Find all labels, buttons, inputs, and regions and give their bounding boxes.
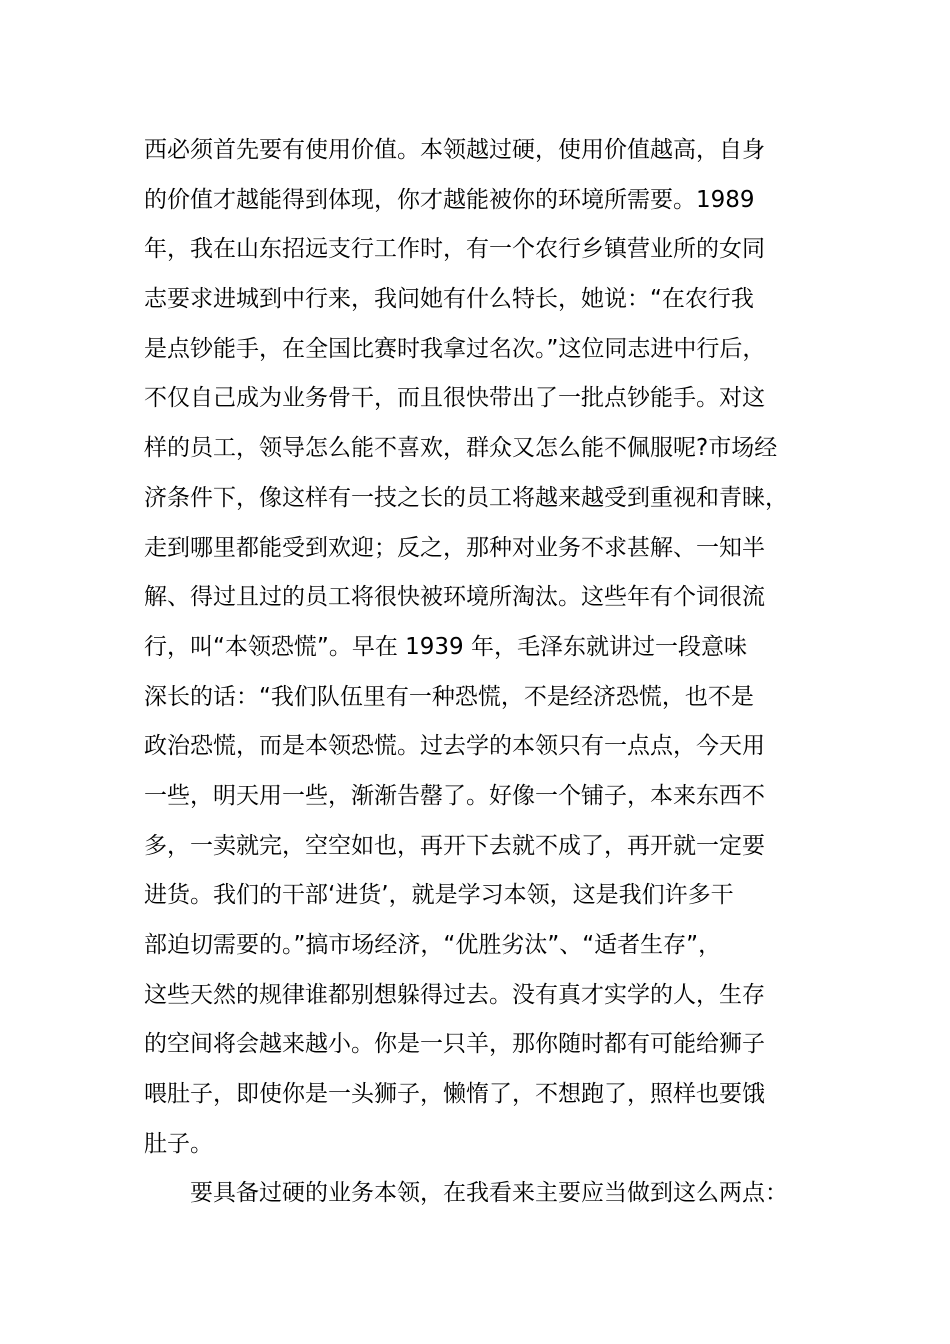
text-line: 走到哪里都能受到欢迎；反之，那种对业务不求甚解、一知半 [144, 534, 765, 561]
text-line: 这些天然的规律谁都别想躲得过去。没有真才实学的人，生存 [144, 981, 765, 1008]
text-line: 肚子。 [144, 1130, 213, 1157]
text-line: 深长的话：“我们队伍里有一种恐慌，不是经济恐慌，也不是 [144, 683, 754, 710]
text-line: 年，我在山东招远支行工作时，有一个农行乡镇营业所的女同 [144, 236, 765, 263]
paragraph-1 [144, 126, 824, 1169]
text-line: 样的员工，领导怎么能不喜欢，群众又怎么能不佩服呢?市场经 [144, 435, 778, 462]
text-line: 志要求进城到中行来，我问她有什么特长，她说：“在农行我 [144, 286, 754, 313]
paragraph-2 [144, 1169, 824, 1219]
text-line: 西必须首先要有使用价值。本领越过硬，使用价值越高，自身 [144, 137, 765, 163]
text-line: 行，叫“本领恐慌”。早在 1939 年，毛泽东就讲过一段意味 [144, 633, 747, 660]
document-page [144, 126, 824, 1219]
text-line: 济条件下，像这样有一技之长的员工将越来越受到重视和青睐， [144, 484, 788, 511]
text-line: 解、得过且过的员工将很快被环境所淘汰。这些年有个词很流 [144, 584, 765, 611]
text-line: 进货。我们的干部‘进货’，就是学习本领，这是我们许多干 [144, 882, 734, 909]
text-line: 多，一卖就完，空空如也，再开下去就不成了，再开就一定要 [144, 832, 765, 859]
text-line: 部迫切需要的。”搞市场经济，“优胜劣汰”、“适者生存”， [144, 932, 722, 958]
text-line: 政治恐慌，而是本领恐慌。过去学的本领只有一点点，今天用 [144, 733, 765, 760]
text-line: 喂肚子，即使你是一头狮子，懒惰了，不想跑了，照样也要饿 [144, 1081, 765, 1108]
text-line: 的空间将会越来越小。你是一只羊，那你随时都有可能给狮子 [144, 1031, 765, 1058]
text-line: 是点钞能手，在全国比赛时我拿过名次。”这位同志进中行后， [144, 335, 766, 362]
text-line: 的价值才越能得到体现，你才越能被你的环境所需要。1989 [144, 186, 755, 213]
text-line: 一些，明天用一些，渐渐告罄了。好像一个铺子，本来东西不 [144, 782, 765, 809]
text-line: 不仅自己成为业务骨干，而且很快带出了一批点钞能手。对这 [144, 385, 765, 412]
text-line: 要具备过硬的业务本领，在我看来主要应当做到这么两点： [190, 1180, 788, 1207]
